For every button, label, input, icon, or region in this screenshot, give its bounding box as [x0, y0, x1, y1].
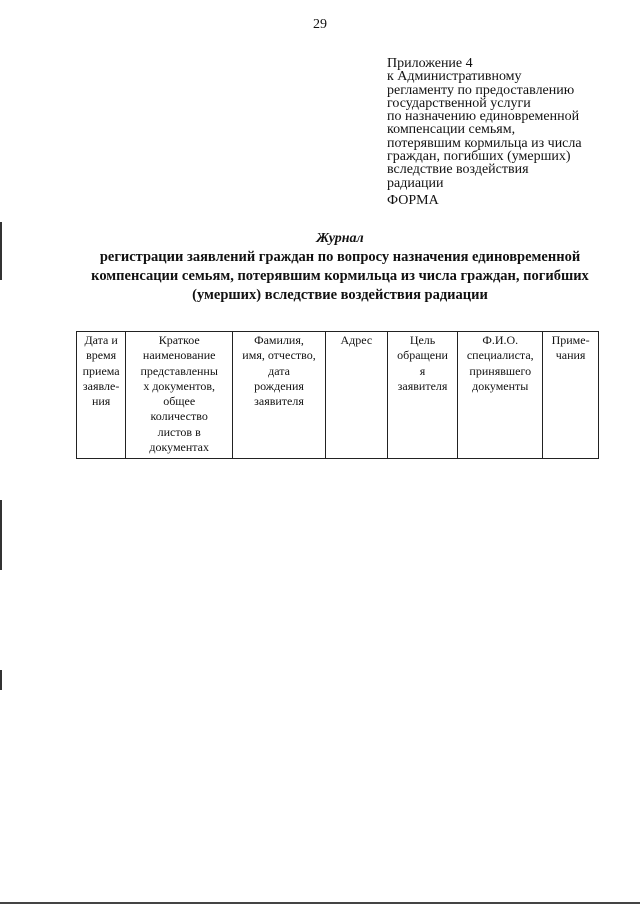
scan-edge-mark [0, 500, 2, 570]
header-cell-line: рождения [254, 378, 304, 393]
header-cell-line: заявителя [254, 394, 304, 409]
header-cell-address [325, 332, 387, 459]
header-cell-line: принявшего [469, 363, 532, 378]
header-cell-line: Дата и [84, 333, 118, 347]
appendix-line: радиации [387, 175, 444, 191]
header-cell-date [77, 332, 126, 459]
header-cell-applicant-name [233, 332, 326, 459]
header-cell-line: время [86, 348, 117, 363]
header-cell-line: обращени [397, 348, 448, 363]
header-cell-line: Ф.И.О. [482, 333, 519, 347]
journal-table [76, 331, 599, 459]
appendix-line: компенсации семьям, [387, 122, 516, 138]
header-cell-line: чания [555, 348, 586, 363]
title-main: Журнал [316, 231, 364, 246]
scan-bottom-rule [0, 902, 640, 904]
scan-edge-mark [0, 222, 2, 280]
appendix-line: регламенту по предоставлению [387, 82, 575, 98]
title-line: регистрации заявлений граждан по вопросу назначения единовременной [99, 249, 581, 265]
header-cell-line: Адрес [340, 333, 373, 347]
appendix-line: по назначению единовременной [387, 109, 580, 125]
table-header-row [77, 332, 599, 459]
header-cell-line: специалиста, [466, 348, 534, 363]
header-cell-line: Цель [409, 333, 436, 347]
header-cell-line: представленны [140, 363, 218, 378]
header-cell-line: я [419, 363, 426, 378]
header-cell-line: наименование [142, 348, 216, 363]
header-cell-line: количество [150, 409, 208, 424]
header-cell-line: заявителя [397, 378, 448, 393]
header-cell-line: заявле- [82, 378, 120, 393]
header-cell-documents [126, 332, 233, 459]
header-cell-notes [543, 332, 599, 459]
header-cell-line: приема [82, 363, 120, 378]
form-label: ФОРМА [387, 193, 439, 208]
header-cell-line: Фамилия, [254, 333, 304, 347]
header-cell-line: документы [472, 378, 529, 393]
appendix-line: Приложение 4 [387, 56, 473, 71]
page-number: 29 [313, 17, 327, 32]
appendix-line: граждан, погибших (умерших) [387, 149, 571, 165]
scan-edge-mark [0, 670, 2, 690]
appendix-block [387, 57, 607, 190]
header-cell-line: х документов, [143, 378, 216, 393]
appendix-line: вследствие воздействия [387, 162, 529, 178]
header-cell-line: общее [163, 394, 196, 409]
header-cell-line: листов в [157, 424, 201, 439]
document-title [60, 229, 620, 305]
header-cell-line: имя, отчество, [242, 348, 316, 363]
header-cell-line: ния [91, 394, 111, 409]
header-cell-line: документах [149, 440, 210, 455]
appendix-line: государственной услуги [387, 95, 531, 111]
appendix-line: к Административному [387, 69, 522, 85]
appendix-line: потерявшим кормильца из числа [387, 135, 582, 151]
header-cell-specialist [458, 332, 543, 459]
title-line: компенсации семьям, потерявшим кормильца из числа граждан, погибших [91, 268, 589, 284]
header-cell-line: Приме- [551, 333, 590, 347]
title-line: (умерших) вследствие воздействия радиации [192, 287, 488, 303]
header-cell-line: дата [268, 363, 290, 378]
header-cell-purpose [387, 332, 458, 459]
header-cell-line: Краткое [158, 333, 200, 347]
